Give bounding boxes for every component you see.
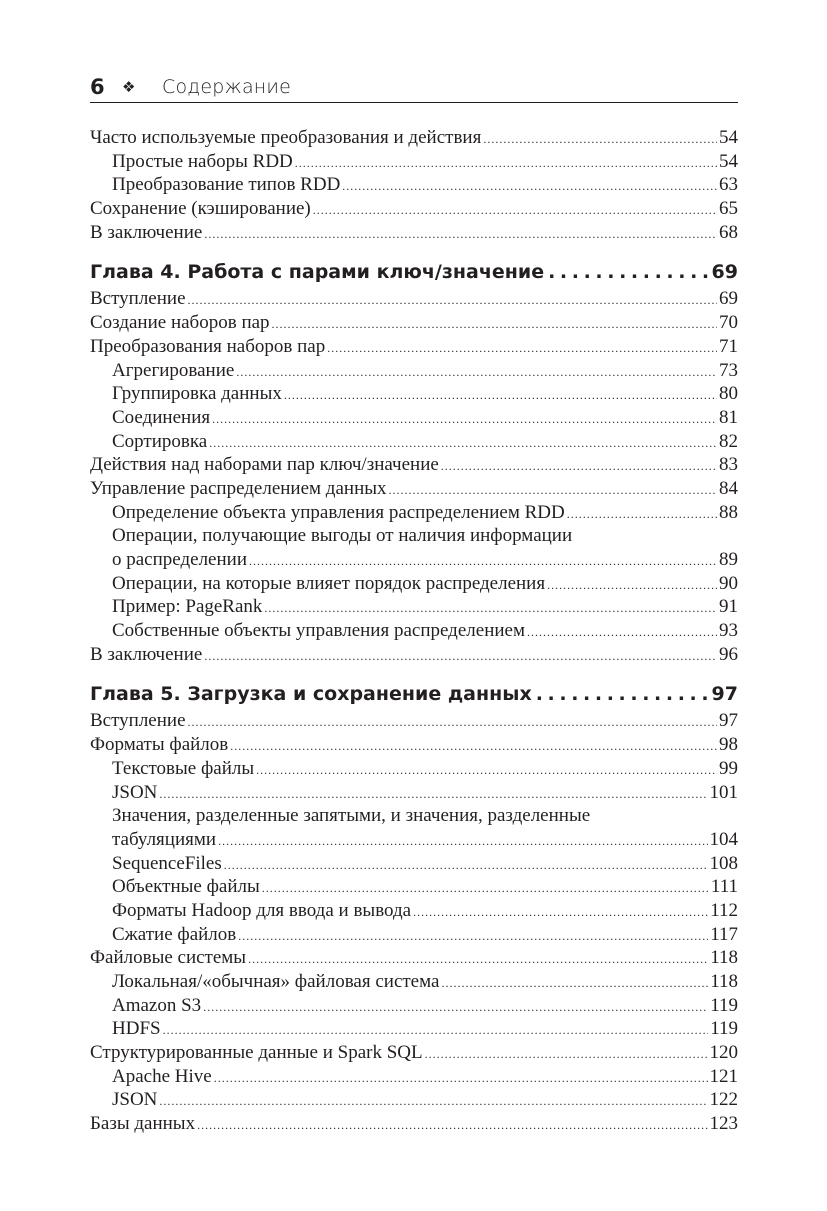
toc-entry-title: Значения, разделенные запятыми, и значения, разделенные xyxy=(112,805,591,827)
toc-entry[interactable] xyxy=(90,781,738,805)
toc-entry-title: Базы данных xyxy=(90,1113,196,1135)
toc-entry-page: 54 xyxy=(719,150,738,172)
toc-entry-page: 123 xyxy=(709,1113,738,1135)
toc-entry[interactable] xyxy=(90,923,738,947)
toc-entry[interactable] xyxy=(90,173,738,197)
toc-entry-title: Форматы Hadoop для ввода и вывода xyxy=(112,899,412,921)
toc-entry-page: 93 xyxy=(719,620,738,642)
toc-entry[interactable] xyxy=(90,221,738,245)
toc-entry-page: 118 xyxy=(710,947,738,969)
toc-entry[interactable] xyxy=(90,335,738,359)
toc-entry[interactable] xyxy=(90,1065,738,1089)
toc-prelude xyxy=(90,126,738,244)
toc-entry-title: В заключение xyxy=(90,221,203,243)
toc-entry-title: Файловые системы xyxy=(90,947,247,969)
toc-entry[interactable] xyxy=(90,1017,738,1041)
toc-entry-page: 98 xyxy=(719,734,738,756)
toc-chapter-5 xyxy=(90,680,738,1135)
toc-entry[interactable] xyxy=(90,994,738,1018)
toc-entry[interactable] xyxy=(90,757,738,781)
page xyxy=(90,72,738,1150)
toc-entry-title-cont: табуляциями xyxy=(112,828,217,850)
toc-entry-title: Текстовые файлы xyxy=(112,757,255,779)
toc-entry[interactable] xyxy=(90,875,738,899)
chapter-heading[interactable] xyxy=(90,680,738,709)
toc-entry[interactable] xyxy=(90,1088,738,1112)
toc-entry-page: 65 xyxy=(719,198,738,220)
toc-entry-title: SequenceFiles xyxy=(112,852,222,874)
toc-entry-page: 99 xyxy=(719,757,738,779)
toc-entry-page: 83 xyxy=(719,454,738,476)
toc-entry[interactable] xyxy=(90,946,738,970)
toc-entry[interactable] xyxy=(90,619,738,643)
toc-entry-page: 120 xyxy=(709,1042,738,1064)
toc-entry-page: 69 xyxy=(719,288,738,310)
toc-entry[interactable] xyxy=(90,501,738,525)
toc-entry[interactable] xyxy=(90,126,738,150)
table-of-contents xyxy=(90,126,738,1136)
toc-entry-page: 118 xyxy=(710,971,738,992)
toc-entry-page: 101 xyxy=(709,781,738,803)
toc-entry[interactable] xyxy=(90,709,738,733)
toc-chapter-4 xyxy=(90,258,738,666)
toc-entry-title: Управление распределением данных xyxy=(90,477,387,499)
toc-entry-page: 82 xyxy=(719,430,738,452)
toc-entry-page: 108 xyxy=(709,852,738,874)
toc-entry-page: 54 xyxy=(719,127,738,148)
toc-entry-title: Часто используемые преобразования и действия xyxy=(90,127,482,148)
toc-entry-title: Объектные файлы xyxy=(112,876,260,898)
toc-entry-page: 104 xyxy=(709,828,738,850)
toc-entry[interactable] xyxy=(90,643,738,667)
toc-entry-title: Агрегирование xyxy=(112,359,235,381)
toc-entry-title-cont: о распределении xyxy=(112,549,247,570)
toc-entry-first-line[interactable] xyxy=(90,804,738,828)
toc-entry-page: 68 xyxy=(719,221,738,243)
toc-entry-title: Сортировка xyxy=(112,430,208,452)
toc-entry[interactable] xyxy=(90,311,738,335)
running-head xyxy=(90,72,738,103)
toc-entry[interactable] xyxy=(90,970,738,994)
toc-entry[interactable] xyxy=(90,287,738,311)
toc-entry-page: 84 xyxy=(719,477,738,499)
toc-entry-page: 80 xyxy=(719,383,738,405)
toc-entry-title: Сжатие файлов xyxy=(112,923,237,945)
running-title: Содержание xyxy=(162,76,292,98)
toc-entry[interactable] xyxy=(90,406,738,430)
toc-entry[interactable] xyxy=(90,733,738,757)
toc-entry[interactable] xyxy=(90,852,738,876)
toc-entry-title: Создание наборов пар xyxy=(90,312,270,334)
toc-entry-page: 119 xyxy=(710,1018,738,1040)
toc-entry-page: 88 xyxy=(719,501,738,523)
chapter-heading[interactable] xyxy=(90,258,738,287)
toc-entry[interactable] xyxy=(90,477,738,501)
toc-entry[interactable] xyxy=(90,899,738,923)
toc-entry-first-line[interactable] xyxy=(90,524,738,548)
toc-entry-title: Собственные объекты управления распределением xyxy=(112,620,525,642)
toc-entry-page: 71 xyxy=(719,335,738,357)
toc-entry-title: Сохранение (кэширование) xyxy=(90,198,311,220)
chapter-title: Глава 4. Работа с парами ключ/значение xyxy=(90,261,545,284)
toc-entry-page: 96 xyxy=(719,643,738,665)
toc-entry-title: Amazon S3 xyxy=(112,994,202,1016)
toc-entry[interactable] xyxy=(90,548,738,572)
toc-entry-page: 73 xyxy=(719,359,738,381)
toc-entry-title: Операции, получающие выгоды от наличия информации xyxy=(112,525,573,547)
toc-entry-title: Простые наборы RDD xyxy=(112,150,293,172)
toc-entry[interactable] xyxy=(90,572,738,596)
toc-entry-page: 111 xyxy=(710,876,738,898)
toc-entry-page: 90 xyxy=(719,572,738,594)
toc-entry[interactable] xyxy=(90,595,738,619)
toc-entry[interactable] xyxy=(90,828,738,852)
ornament-icon: ❖ xyxy=(122,78,136,96)
toc-entry-page: 91 xyxy=(719,596,738,618)
toc-entry-title: Действия над наборами пар ключ/значение xyxy=(90,454,439,476)
toc-entry[interactable] xyxy=(90,1112,738,1136)
toc-entry[interactable] xyxy=(90,1041,738,1065)
toc-entry-title: Пример: PageRank xyxy=(112,596,263,618)
toc-entry-page: 97 xyxy=(719,710,738,732)
toc-entry[interactable] xyxy=(90,430,738,454)
toc-entry-page: 70 xyxy=(719,312,738,334)
toc-entry-title: JSON xyxy=(112,1089,158,1111)
toc-entry-title: Определение объекта управления распределением RDD xyxy=(112,501,565,523)
toc-entry-title: Структурированные данные и Spark SQL xyxy=(90,1042,423,1064)
toc-entry-page: 122 xyxy=(709,1089,738,1111)
toc-entry-page: 81 xyxy=(719,406,738,428)
toc-entry-page: 121 xyxy=(709,1065,738,1087)
toc-entry-title: Группировка данных xyxy=(112,383,282,405)
chapter-page: 97 xyxy=(711,683,738,706)
toc-entry-title: Вступление xyxy=(90,710,186,732)
toc-entry-title: Локальная/«обычная» файловая система xyxy=(112,971,440,992)
toc-entry-title: Операции, на которые влияет порядок распределения xyxy=(112,572,546,594)
toc-entry-title: HDFS xyxy=(112,1018,161,1040)
toc-entry-page: 63 xyxy=(719,174,738,196)
toc-entry-page: 119 xyxy=(710,994,738,1016)
toc-entry[interactable] xyxy=(90,197,738,221)
toc-entry-page: 117 xyxy=(710,923,738,945)
chapter-page: 69 xyxy=(711,261,738,284)
toc-entry-title: Форматы файлов xyxy=(90,734,229,756)
toc-entry-title: В заключение xyxy=(90,643,203,665)
toc-entry-title: Преобразование типов RDD xyxy=(112,174,341,196)
toc-entry-page: 89 xyxy=(719,549,738,570)
toc-entry[interactable] xyxy=(90,359,738,383)
toc-entry-title: Вступление xyxy=(90,288,186,310)
toc-entry-title: JSON xyxy=(112,781,158,803)
toc-entry-page: 112 xyxy=(710,899,738,921)
page-number: 6 xyxy=(90,75,105,99)
toc-entry-title: Соединения xyxy=(112,406,211,428)
toc-entry-title: Преобразования наборов пар xyxy=(90,335,326,357)
toc-entry[interactable] xyxy=(90,150,738,174)
toc-entry[interactable] xyxy=(90,453,738,477)
toc-entry-title: Apache Hive xyxy=(112,1065,212,1087)
chapter-title: Глава 5. Загрузка и сохранение данных xyxy=(90,683,532,706)
toc-entry[interactable] xyxy=(90,382,738,406)
